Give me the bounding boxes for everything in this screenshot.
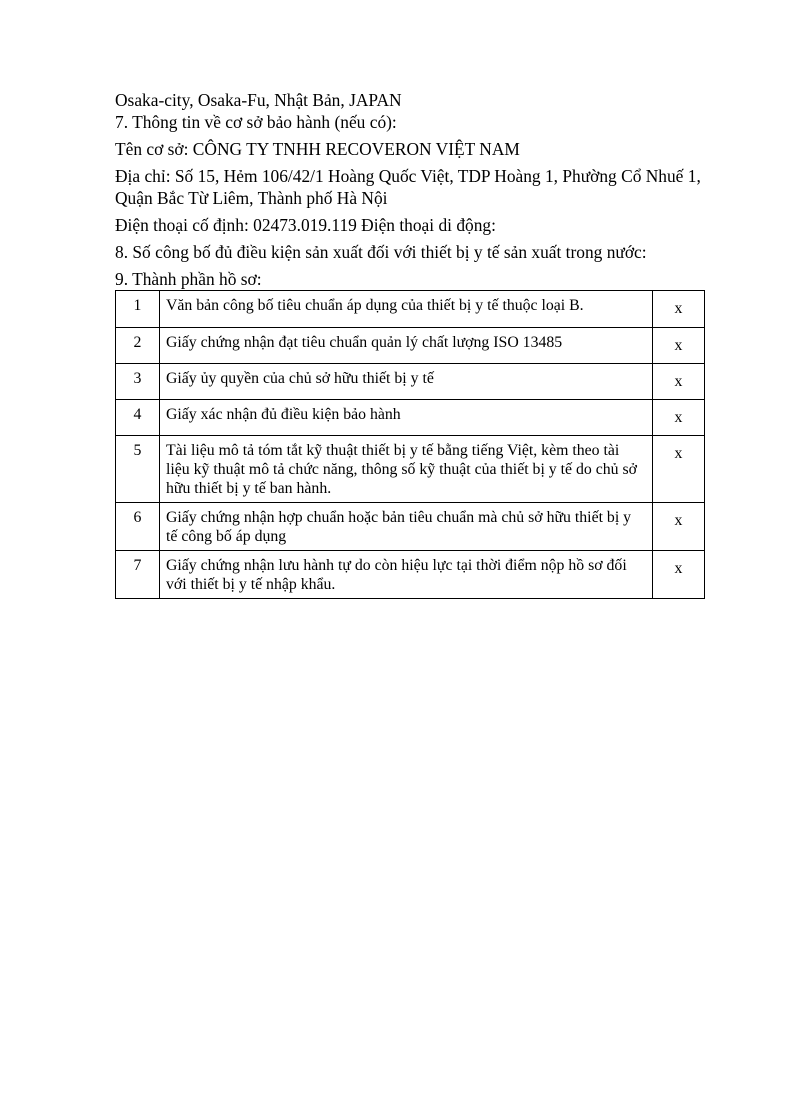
row-description: Giấy chứng nhận lưu hành tự do còn hiệu lực tại thời điểm nộp hồ sơ đối với thiết bị y tế nhập khẩu. (160, 551, 653, 599)
phone-line: Điện thoại cố định: 02473.019.119 Điện thoại di động: (115, 215, 496, 235)
row-description: Văn bản công bố tiêu chuẩn áp dụng của thiết bị y tế thuộc loại B. (160, 291, 653, 328)
row-check-mark: x (653, 503, 705, 551)
row-description: Giấy ủy quyền của chủ sở hữu thiết bị y tế (160, 364, 653, 400)
item-8-heading: 8. Số công bố đủ điều kiện sản xuất đối với thiết bị y tế sản xuất trong nước: (115, 242, 647, 262)
row-number: 6 (116, 503, 160, 551)
row-description: Giấy xác nhận đủ điều kiện bảo hành (160, 400, 653, 436)
facility-address: Địa chỉ: Số 15, Hẻm 106/42/1 Hoàng Quốc Việt, TDP Hoàng 1, Phường Cổ Nhuế 1, Quận Bắc Từ Liêm, Thành phố Hà Nội (115, 166, 701, 208)
row-number: 4 (116, 400, 160, 436)
row-number: 7 (116, 551, 160, 599)
facility-name: Tên cơ sở: CÔNG TY TNHH RECOVERON VIỆT NAM (115, 139, 520, 159)
row-number: 1 (116, 291, 160, 328)
row-number: 5 (116, 436, 160, 503)
table-row (116, 551, 705, 599)
dossier-table (115, 290, 705, 599)
warranty-heading: 7. Thông tin về cơ sở bảo hành (nếu có): (115, 112, 397, 132)
table-row (116, 291, 705, 328)
address-line: Osaka-city, Osaka-Fu, Nhật Bản, JAPAN (115, 90, 402, 110)
row-description: Giấy chứng nhận đạt tiêu chuẩn quản lý chất lượng ISO 13485 (160, 328, 653, 364)
table-row (116, 328, 705, 364)
row-description: Giấy chứng nhận hợp chuẩn hoặc bản tiêu chuẩn mà chủ sở hữu thiết bị y tế công bố áp dụng (160, 503, 653, 551)
row-check-mark: x (653, 364, 705, 400)
table-row (116, 364, 705, 400)
row-check-mark: x (653, 436, 705, 503)
row-number: 3 (116, 364, 160, 400)
table-row (116, 436, 705, 503)
table-row (116, 400, 705, 436)
row-number: 2 (116, 328, 160, 364)
item-9-heading: 9. Thành phần hồ sơ: (115, 269, 262, 289)
row-check-mark: x (653, 328, 705, 364)
row-description: Tài liệu mô tả tóm tắt kỹ thuật thiết bị y tế bằng tiếng Việt, kèm theo tài liệu kỹ thuật mô tả chức năng, thông số kỹ thuật của thiết bị y tế do chủ sở hữu thiết bị y tế ban hành. (160, 436, 653, 503)
table-row (116, 503, 705, 551)
row-check-mark: x (653, 551, 705, 599)
row-check-mark: x (653, 291, 705, 328)
document-page (115, 89, 705, 599)
row-check-mark: x (653, 400, 705, 436)
